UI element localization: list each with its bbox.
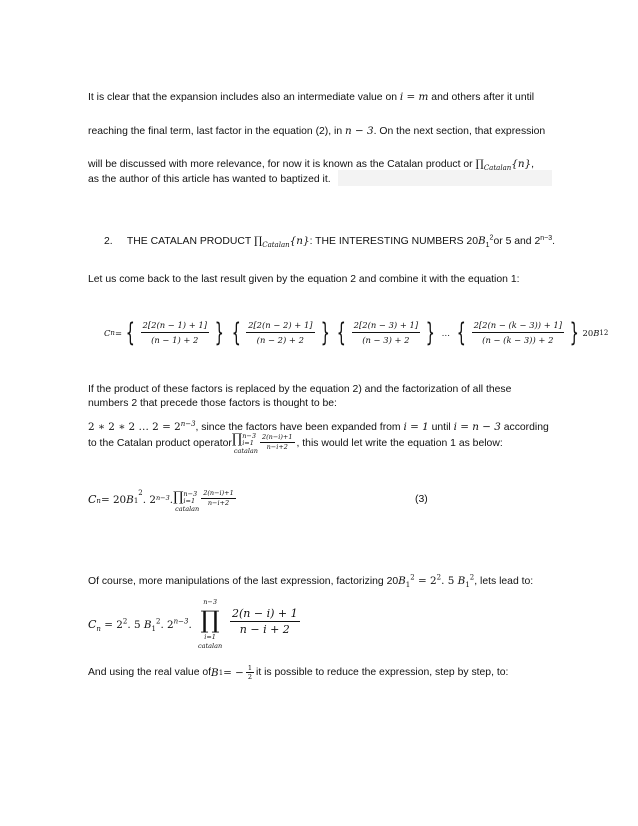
factor-1: { $\frac{2[2(n - 1) + 1]}{(n - 1) + 2}$ } xyxy=(125,317,224,348)
paragraph-3-line-3: 2 ∗ 2 ∗ 2 … $2 = 2^{n-3}$, since the factors have been expanded from i = 1 until i = n − 3 according xyxy=(88,420,549,433)
equation-cn-expansion: C n = { $\frac{2[2(n - 1) + 1]}{(n - 1) + 2}$ } { $\frac{2[2(n - 2) + 1]}{(n - 2) + 2}$ } { $\frac{2[2(n - 3) + 1]}{(n - 3) + 2}$ } … { $\frac{2[2(n - (k - 3)) + 1]}{(n - (k - 3)) + 2}$ } 20 B 1 2 xyxy=(104,317,609,348)
catalan-product-operator: ∏ n−3 i=1 catalan xyxy=(231,432,258,455)
paragraph-5: And using the real value of B 1 = − $\frac{1}{2}$ it is possible to reduce the expression, step by step, to: xyxy=(88,664,509,681)
product-operator-eq3: ∏ n−3 i=1 catalan xyxy=(173,490,200,513)
paragraph-1-line-4: as the author of this article has wanted to baptized it. xyxy=(88,174,331,185)
paragraph-3-line-4: to the Catalan product operator ∏ n−3 i=1 catalan $\frac{2(n-i)+1}{n-i+2}$ , this would let write the equation 1 as below: xyxy=(88,432,503,455)
paragraph-1-line-1: It is clear that the expansion includes also an intermediate value on i = m and others after it until xyxy=(88,91,535,103)
factor-4: { $\frac{2[2(n - (k - 3)) + 1]}{(n - (k - 3)) + 2}$ } xyxy=(456,317,579,348)
product-operator-eq4: n−3 ∏ i=1 catalan xyxy=(198,598,223,650)
equation-3-label: (3) xyxy=(415,494,428,505)
section-heading: 2. THE CATALAN PRODUCT $\prod_{Catalan}\{n\}$: THE INTERESTING NUMBERS $20B_1^2or$ 5 and $2^{n-3}$. xyxy=(104,234,555,250)
paragraph-2: Let us come back to the last result given by the equation 2 and combine it with the equation 1: xyxy=(88,274,520,285)
factor-3: { $\frac{2[2(n - 3) + 1]}{(n - 3) + 2}$ } xyxy=(336,317,435,348)
equation-3: C n = 20 B 1 2 . 2 n−3 . ∏ n−3 i=1 catalan $\frac{2(n-i)+1}{n-i+2}$ (3) xyxy=(88,489,428,513)
paragraph-3-line-2: numbers 2 that precede those factors is thought to be: xyxy=(88,398,337,409)
paragraph-3-line-1: If the product of these factors is replaced by the equation 2) and the factorization of all these xyxy=(88,384,512,395)
paragraph-4: Of course, more manipulations of the last expression, factorizing $20B_1^2 = 2^2$. 5 $B_1^2$, lets lead to: xyxy=(88,573,534,590)
paragraph-1-line-2: reaching the final term, last factor in the equation (2), in n − 3. On the next section, that expression xyxy=(88,125,546,137)
factor-2: { $\frac{2[2(n - 2) + 1]}{(n - 2) + 2}$ } xyxy=(231,317,330,348)
equation-4: $C_n = 2^2$. 5 $B_1^2$. $2^{n-3}$. n−3 ∏ i=1 catalan $\frac{2(n - i) + 1}{n - i + 2}$ xyxy=(88,598,298,650)
paragraph-1-line-3: will be discussed with more relevance, for now it is known as the Catalan product or $\prod_{Catalan}\{n\}$, xyxy=(88,158,535,173)
